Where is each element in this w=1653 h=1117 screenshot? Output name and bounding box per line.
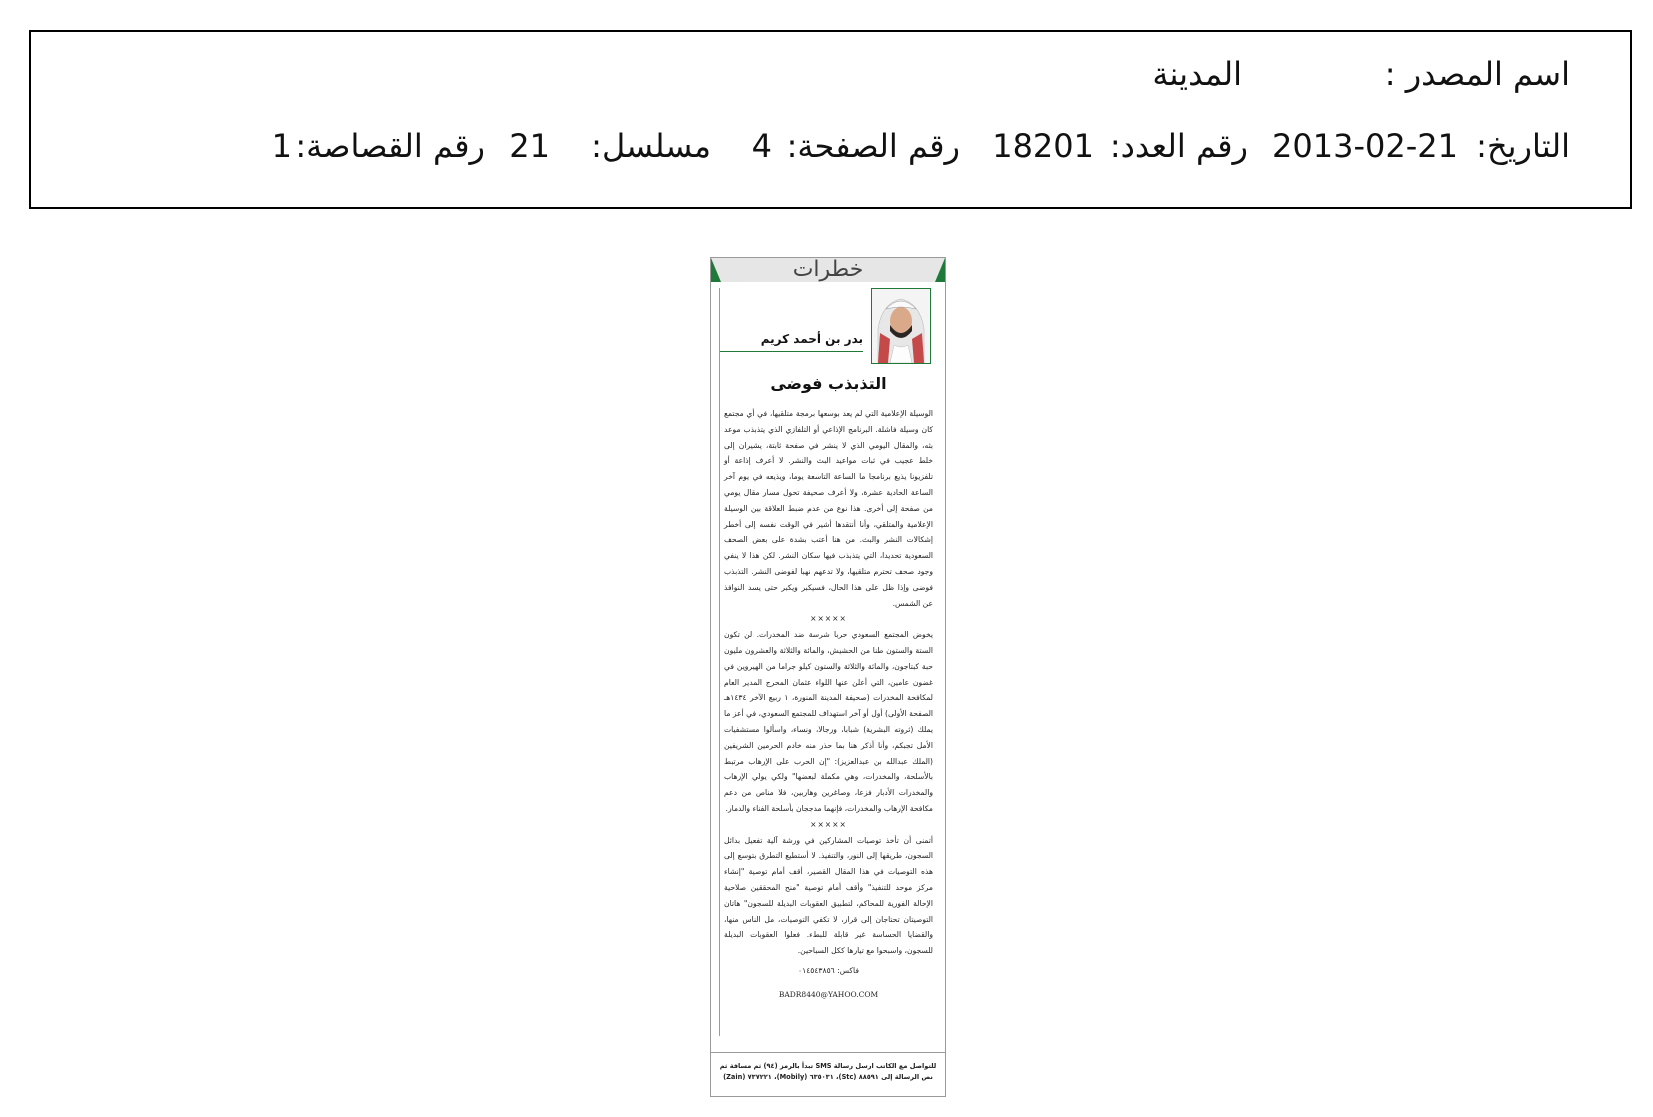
clip-value: 1 [271,127,292,165]
page-label: رقم الصفحة: [786,127,960,165]
column-name: خطرات [792,257,864,282]
article-headline: التذبذب فوضى [770,374,887,393]
section-separator-2: ××××× [810,819,847,829]
issue-value: 18201 [992,127,1094,165]
fax-number: فاكس: ٠١٤٥٤٣٨٥٦ [798,965,859,975]
source-value: المدينة [1152,55,1242,93]
clip-label: رقم القصاصة: [295,127,485,165]
article-paragraph-3: أتمنى أن تأخذ توصيات المشاركين في ورشة آلية تفعيل بدائل السجون، طريقها إلى النور، والتنفيذ. لا أستطيع التطرق بتوسع إلى هذه التوصيات في هذا المقال القصير، أقف أمام توصية "إنشاء مركز موحد للتنفيذ" وأقف أمام توصية "منح المحققين صلاحية الإحالة الفورية للمحاكم، لتطبيق العقوبات البديلة للسجون" هاتان التوصيتان تحتاجان إلى قرار، لا تكفي التوصيات، مل الناس منها، والقضايا الحساسة غير قابلة للبطء. فعلوا العقوبات البديلة للسجون، واسبحوا مع تيارها ككل السباحين. [724,835,933,956]
sms-contact-footer: للتواصل مع الكاتب ارسل رسالة SMS تبدأ بالرمز (٩٤) ثم مسافة ثم نص الرسالة إلى ٨٨٥٩١ (Stc)، ٦٣٥٠٣١ (Mobily)، ٧٣٧٢٢١ (Zain) [711,1052,945,1096]
issue-label: رقم العدد: [1109,127,1248,165]
author-portrait-icon [872,289,930,363]
source-label: اسم المصدر : [1384,55,1570,93]
column-header [711,258,945,282]
author-name: بدر بن أحمد كريم [760,332,863,346]
date-value: 2013-02-21 [1272,127,1458,165]
metadata-box [29,30,1632,209]
date-label: التاريخ: [1476,127,1570,165]
article-text [724,406,933,1002]
author-email: BADR8440@YAHOO.COM [778,989,879,999]
page-value: 4 [751,127,772,165]
section-separator-1: ××××× [810,614,847,624]
serial-label: مسلسل: [591,127,711,165]
metadata-row-source [91,52,1570,96]
article-body [719,288,937,1036]
article-paragraph-1: الوسيلة الإعلامية التي لم يعد بوسعها برمجة متلقيها، في أي مجتمع كان وسيلة فاشلة. البرنامج الإذاعي أو التلفازي الذي يتذبذب موعد بثه، والمقال اليومي الذي لا ينشر في صفحة ثابتة، يشيران إلى خلط عجيب في ثبات مواعيد البث والنشر. لا أعرف إذاعة أو تلفزيونا يذيع برنامجا ما الساعة التاسعة يوما، ويذيعه في يوم آخر الساعة الحادية عشرة، ولا أعرف صحيفة تحول مسار مقال يومي من صفحة إلى أخرى. هذا نوع من عدم ضبط العلاقة بين الوسيلة الإعلامية والمتلقي، وأنا أنتقدها أشير في الوقت نفسه إلى أخطر إشكالات النشر والبث. من هنا أعتب بشدة على بعض الصحف السعودية تحديدا، التي يتذبذب فيها سكان النشر. لكن هذا لا ينفي وجود صحف تحترم متلقيها، ولا تدعهم نهبا لفوضى النشر. التذبذب فوضى وإذا ظل على هذا الحال، فسيكبر ويكبر حتى يسد النوافذ عن الشمس. [724,409,933,608]
author-photo [871,288,931,364]
serial-value: 21 [509,127,550,165]
metadata-row-details [91,124,1570,168]
author-divider [720,351,863,352]
newspaper-clipping [710,257,946,1097]
article-paragraph-2: يخوض المجتمع السعودي حربا شرسة ضد المخدرات. لن تكون الستة والستون طنا من الحشيش، والمائة والثلاثة والعشرون مليون حبة كبتاجون، والمائة والثلاثة والستون كيلو جراما من الهيروين في غضون عامين، التي أعلن عنها اللواء عثمان المحرج المدير العام لمكافحة المخدرات (صحيفة المدينة المنورة، ١ ربيع الآخر ١٤٣٤هـ الصفحة الأولى) أول أو آخر استهداف للمجتمع السعودي، في أعز ما يملك (ثروته البشرية) شبابا، ورجالا، ونساء، واسألوا مستشفيات الأمل تجبكم، وأنا أذكر هنا بما حذر منه خادم الحرمين الشريفين (الملك عبدالله بن عبدالعزيز): "إن الحرب على الإرهاب مرتبط بالأسلحة، والمخدرات، وهي مكملة لبعضها" ولكي يولي الإرهاب والمخدرات الأدبار فزعا، وصاغرين وهاربين، فلا مناص من دعم مكافحة الإرهاب والمخدرات، فإنهما مدججان بأسلحة الفناء والدمار. [724,630,933,813]
